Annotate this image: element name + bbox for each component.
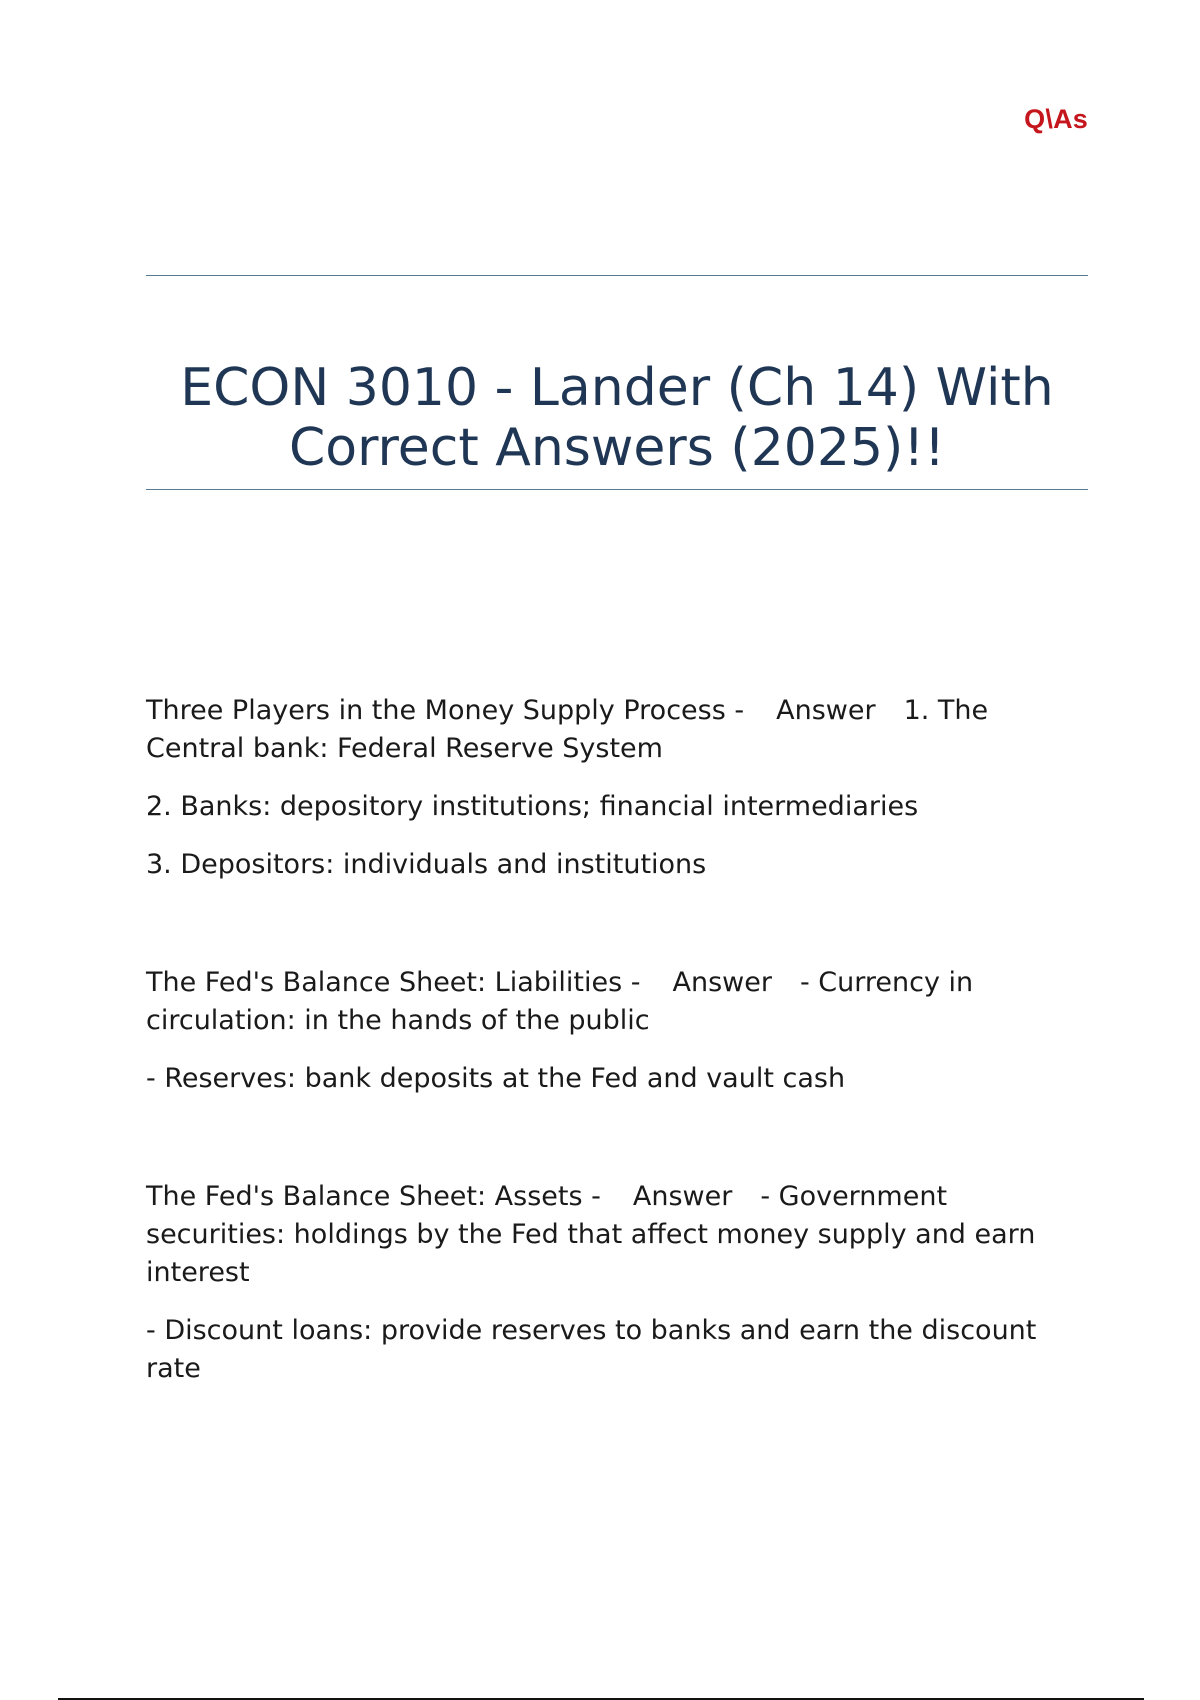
answer-line: - Currency in circulation: in the hands of the public (146, 967, 974, 1036)
document-title: ECON 3010 - Lander (Ch 14) With Correct Answers (2025)!! (180, 358, 1054, 478)
answer-line: 2. Banks: depository institutions; financial intermediaries (146, 791, 919, 822)
answer-line: 1. The Central bank: Federal Reserve System (146, 695, 989, 764)
question-text: Three Players in the Money Supply Process - (146, 695, 745, 726)
qa-item (146, 964, 1088, 1098)
answer-label: Answer (632, 1181, 733, 1212)
title-bottom-rule (146, 489, 1088, 490)
qa-list (146, 692, 1088, 1468)
answer-line: - Reserves: bank deposits at the Fed and vault cash (146, 1063, 846, 1094)
answer-line: - Government securities: holdings by the Fed that affect money supply and earn interest (146, 1181, 1036, 1288)
qa-item (146, 692, 1088, 884)
question-text: The Fed's Balance Sheet: Assets - (146, 1181, 601, 1212)
qa-question-line (146, 692, 1088, 768)
answer-label: Answer (776, 695, 876, 726)
answer-line: 3. Depositors: individuals and institutions (146, 849, 707, 880)
answer-label: Answer (672, 967, 772, 998)
header-label: Q\As (1024, 104, 1088, 134)
qa-question-line (146, 1178, 1088, 1292)
qa-item (146, 1178, 1088, 1388)
qa-question-line (146, 964, 1088, 1040)
question-text: The Fed's Balance Sheet: Liabilities - (146, 967, 641, 998)
title-top-rule (146, 275, 1088, 276)
answer-line: - Discount loans: provide reserves to banks and earn the discount rate (146, 1315, 1037, 1384)
